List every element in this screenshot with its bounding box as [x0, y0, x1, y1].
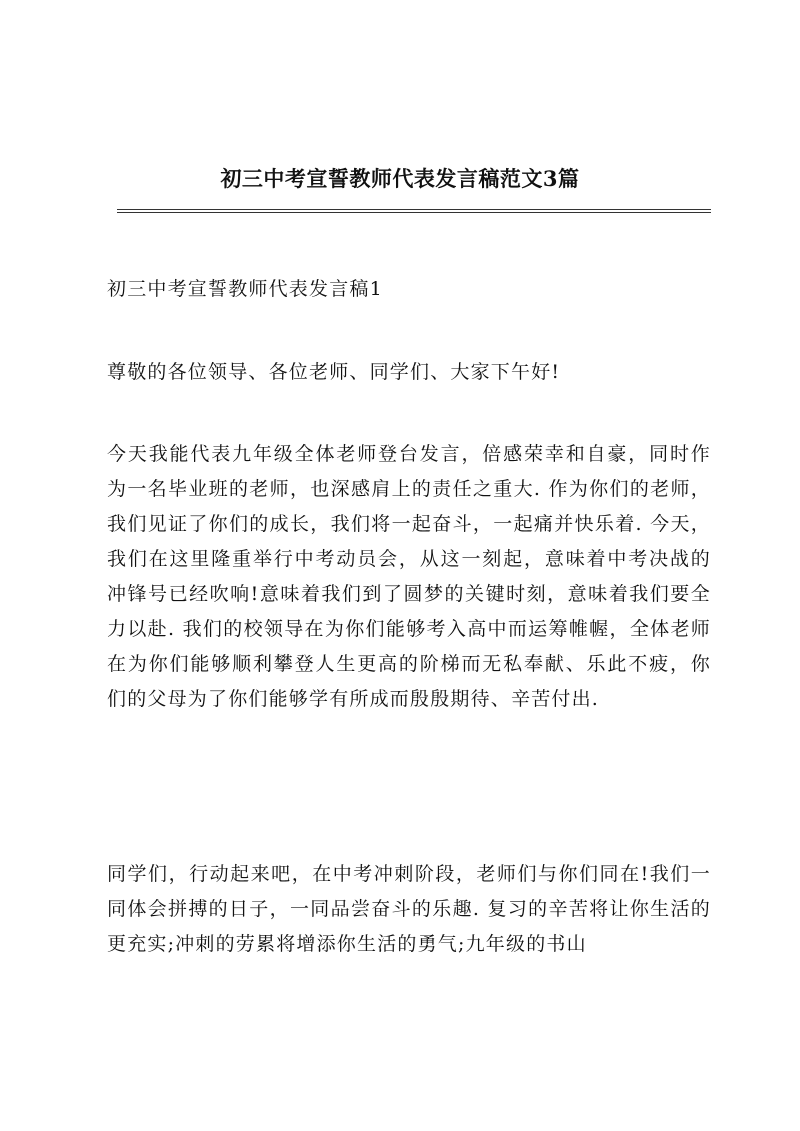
greeting-line: 尊敬的各位领导、各位老师、同学们、大家下午好! [107, 361, 561, 383]
document-title: 初三中考宣誓教师代表发言稿范文3篇 [220, 166, 580, 191]
paragraph-2: 同学们，行动起来吧，在中考冲刺阶段，老师们与你们同在!我们一同体会拼搏的日子，一同品尝奋斗的乐趣. 复习的辛苦将让你生活的更充实;冲刺的劳累将增添你生活的勇气;九年级的书山 [107, 863, 711, 955]
section-heading: 初三中考宣誓教师代表发言稿1 [107, 278, 383, 300]
paragraph-1: 今天我能代表九年级全体老师登台发言，倍感荣幸和自豪，同时作为一名毕业班的老师，也深感肩上的责任之重大. 作为你们的老师，我们见证了你们的成长，我们将一起奋斗，一起痛并快乐着. 今天，我们在这里隆重举行中考动员会，从这一刻起，意味着中考决战的冲锋号已经吹响!意味着我们到了圆梦的关键时刻，意味着我们要全力以赴. 我们的校领导在为你们能够考入高中而运筹帷幄，全体老师在为你们能够顺利攀登人生更高的阶梯而无私奉献、乐此不疲，你们的父母为了你们能够学有所成而殷殷期待、辛苦付出. [107, 443, 711, 710]
title-divider [117, 209, 711, 213]
